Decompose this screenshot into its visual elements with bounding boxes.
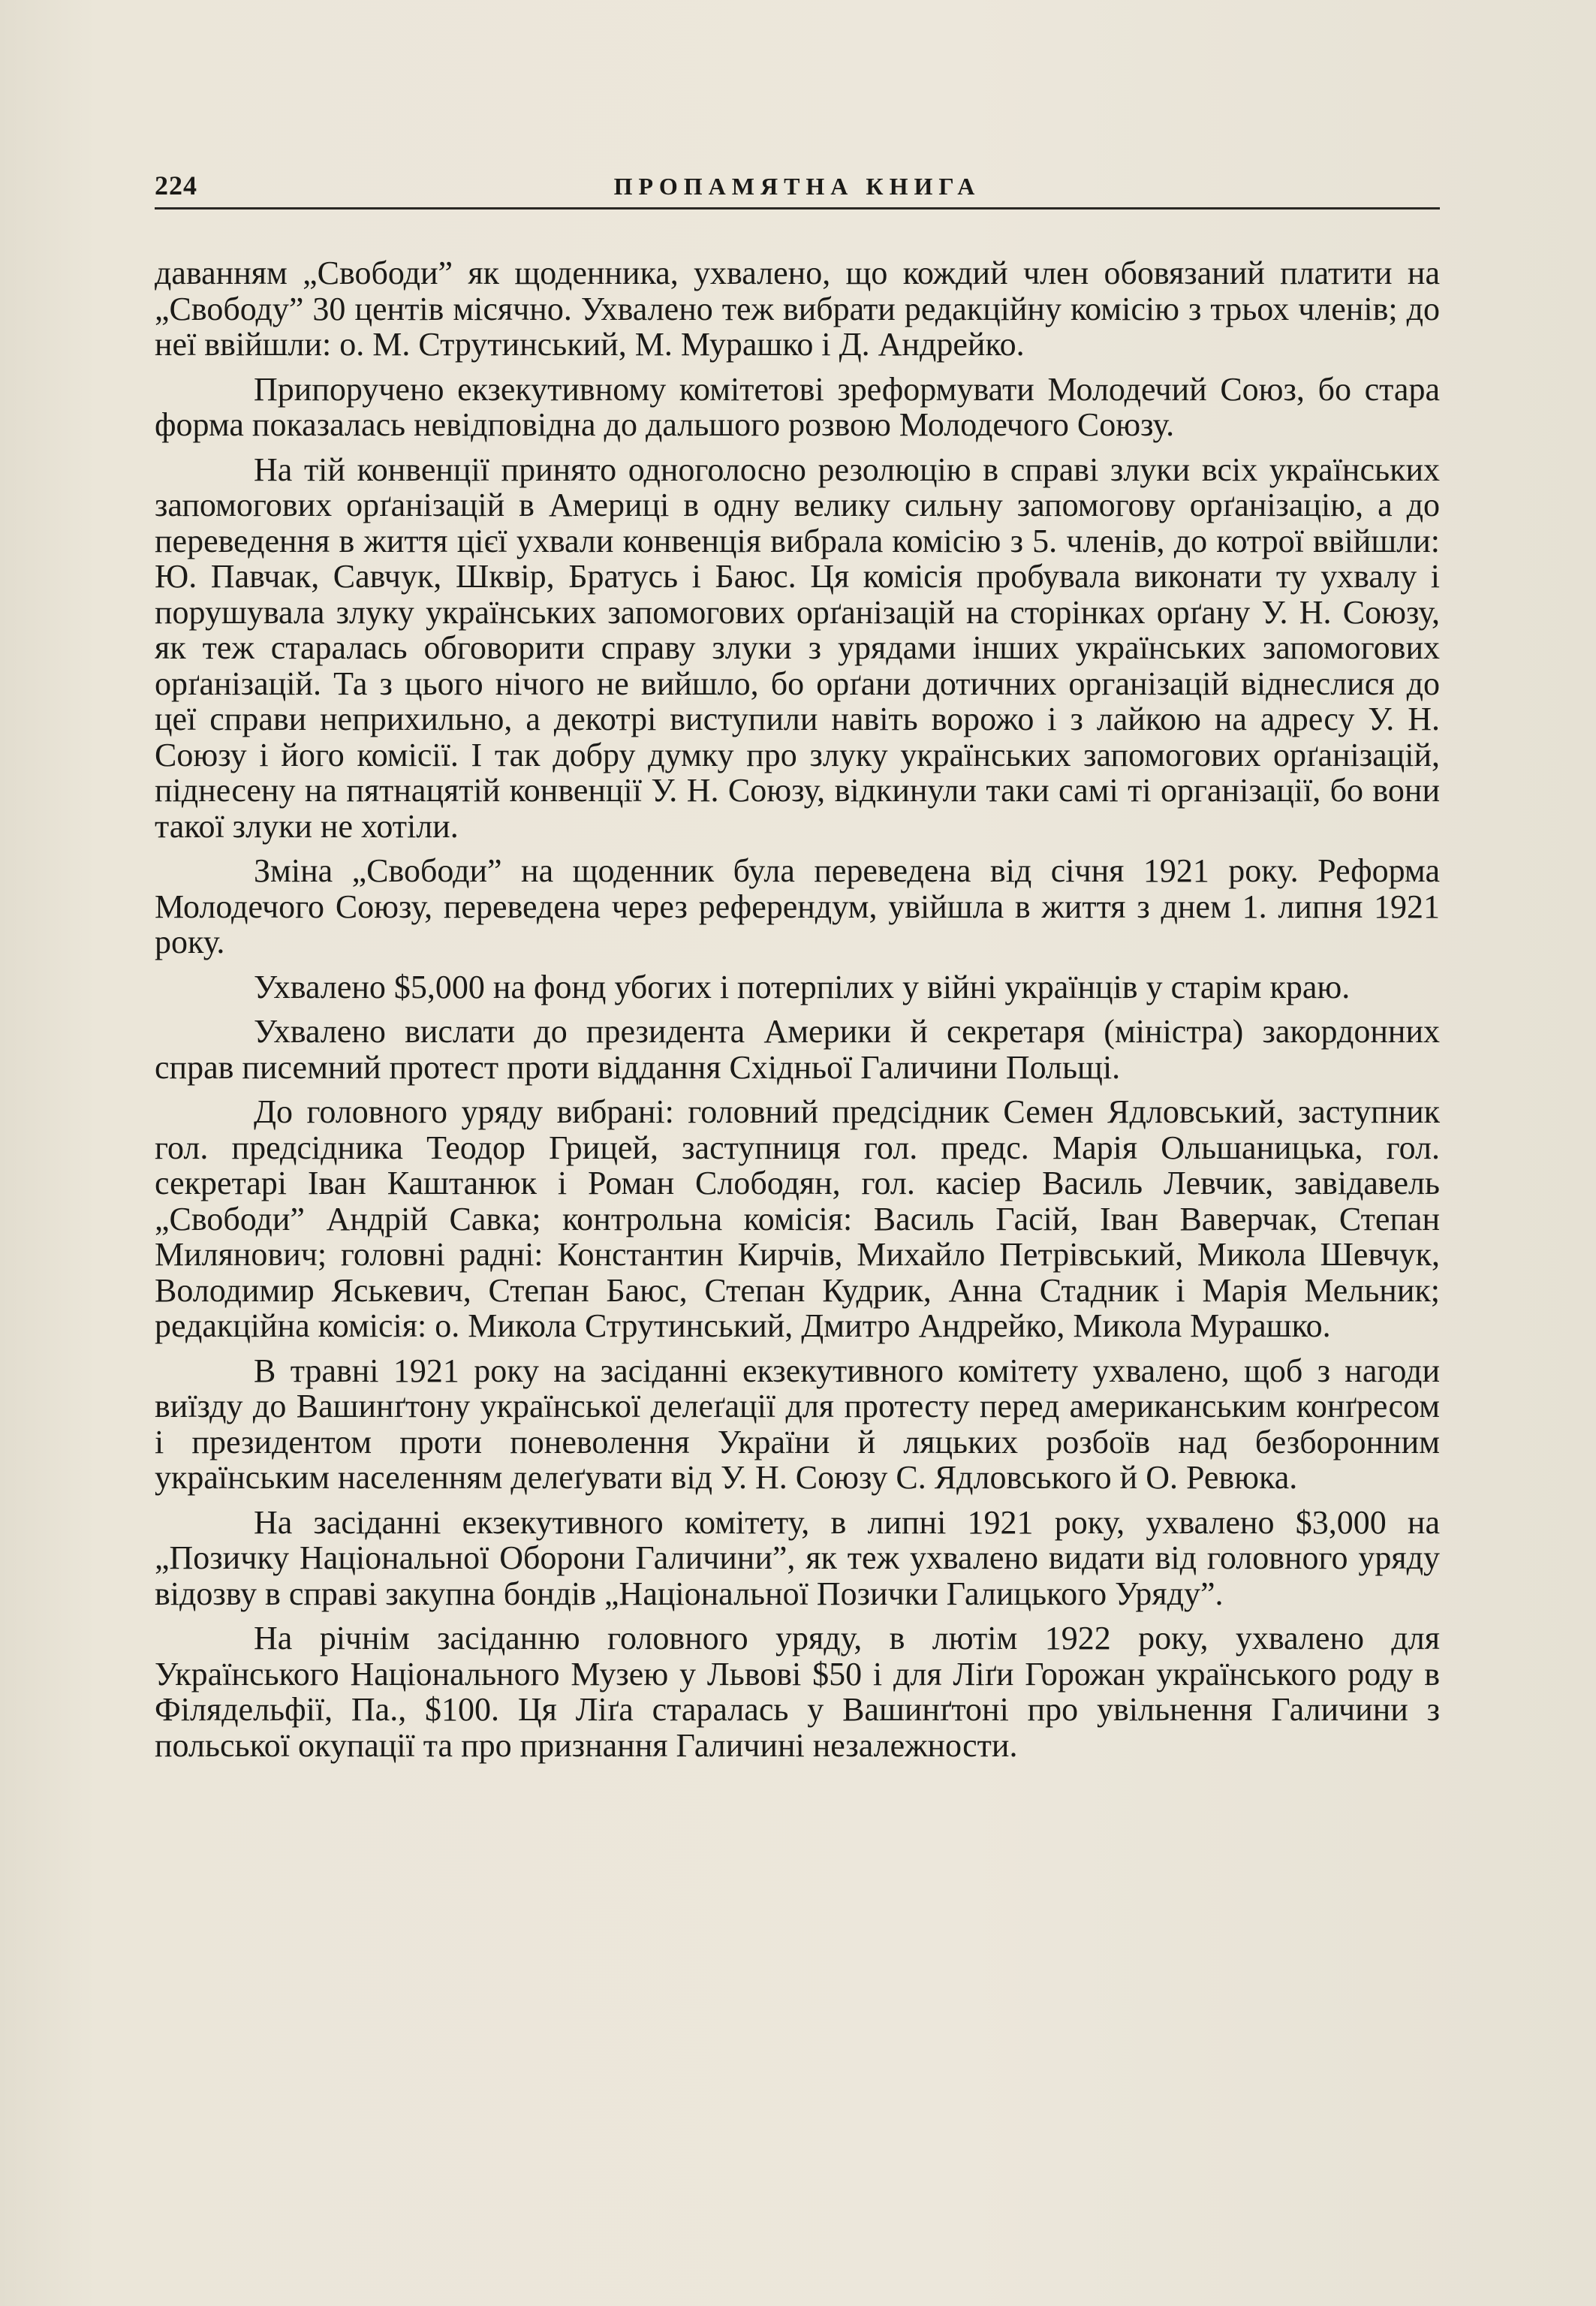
body-text (155, 255, 1440, 1772)
page-number: 224 (155, 170, 197, 200)
paragraph: Зміна „Свободи” на щоденник була переведена від січня 1921 року. Реформа Молодечого Союзу, переведена через референдум, увійшла в життя з днем 1. липня 1921 року. (155, 852, 1440, 960)
paragraph: На річнім засіданню головного уряду, в лютім 1922 року, ухвалено для Українського Національного Музею у Львові $50 і для Ліґи Горожан українського роду в Філядельфії, Па., $100. Ця Ліґа старалась у Вашинґтоні про увільнення Галичини з польської окупації та про признання Галичині незалежности. (155, 1620, 1440, 1764)
running-title: ПРОПАМЯТНА КНИГА (613, 173, 981, 200)
page-header (155, 167, 1440, 209)
paragraph: Припоручено екзекутивному комітетові зреформувати Молодечий Союз, бо стара форма показалась невідповідна до дальшого розвою Молодечого Союзу. (155, 370, 1440, 443)
paragraph: До головного уряду вибрані: головний предсідник Семен Ядловський, заступник гол. предсідника Теодор Грицей, заступниця гол. предс. Марія Ольшаницька, гол. секретарі Іван Каштанюк і Роман Слободян, гол. касіер Василь Левчик, завідавель „Свободи” Андрій Савка; контрольна комісія: Василь Гасій, Іван Ваверчак, Степан Милянович; головні радні: Константин Кирчів, Михайло Петрівський, Микола Шевчук, Володимир Яськевич, Степан Баюс, Степан Кудрик, Анна Стадник і Марія Мельник; редакційна комісія: о. Микола Струтинський, Дмитро Андрейко, Микола Мурашко. (155, 1093, 1440, 1344)
paragraph: Ухвалено вислати до президента Америки й секретаря (міністра) закордонних справ писемний протест проти віддання Східньої Галичини Польщі. (155, 1013, 1440, 1086)
paragraph: В травні 1921 року на засіданні екзекутивного комітету ухвалено, щоб з нагоди виїзду до Вашинґтону української делеґації для протесту перед американським конґресом і президентом проти поневолення України й ляцьких розбоїв над безборонним українським населенням делеґувати від У. Н. Союзу С. Ядловського й О. Ревюка. (155, 1352, 1440, 1496)
paragraph: даванням „Свободи” як щоденника, ухвалено, що кождий член обовязаний платити на „Свободу” 30 центів місячно. Ухвалено теж вибрати редакційну комісію з трьох членів; до неї ввійшли: о. М. Струтинський, М. Мурашко і Д. Андрейко. (155, 255, 1440, 363)
paragraph: На засіданні екзекутивного комітету, в липні 1921 року, ухвалено $3,000 на „Позичку Національної Оборони Галичини”, як теж ухвалено видати від головного уряду відозву в справі закупна бондів „Національної Позички Галицького Уряду”. (155, 1503, 1440, 1612)
paragraph: Ухвалено $5,000 на фонд убогих і потерпілих у війні українців у старім краю. (254, 968, 1351, 1005)
paragraph: На тій конвенції принято одноголосно резолюцію в справі злуки всіх українських запомогових орґанізацій в Америці в одну велику сильну запомогову орґанізацію, а до переведення в життя цієї ухвали конвенція вибрала комісію з 5. членів, до котрої ввійшли: Ю. Павчак, Савчук, Шквір, Братусь і Баюс. Ця комісія пробувала виконати ту ухвалу і порушувала злуку українських запомогових орґанізацій на сторінках орґану У. Н. Союзу, як теж старалась обговорити справу злуки з урядами інших українських запомогових орґанізацій. Та з цього нічого не вийшло, бо орґани дотичних організацій віднеслися до цеї справи неприхильно, а декотрі виступили навіть ворожо і з лайкою на адресу У. Н. Союзу і його комісії. І так добру думку про злуку українських запомогових орґанізацій, піднесену на пятнацятій конвенції У. Н. Союзу, відкинули таки самі ті організації, бо вони такої злуки не хотіли. (155, 451, 1440, 845)
